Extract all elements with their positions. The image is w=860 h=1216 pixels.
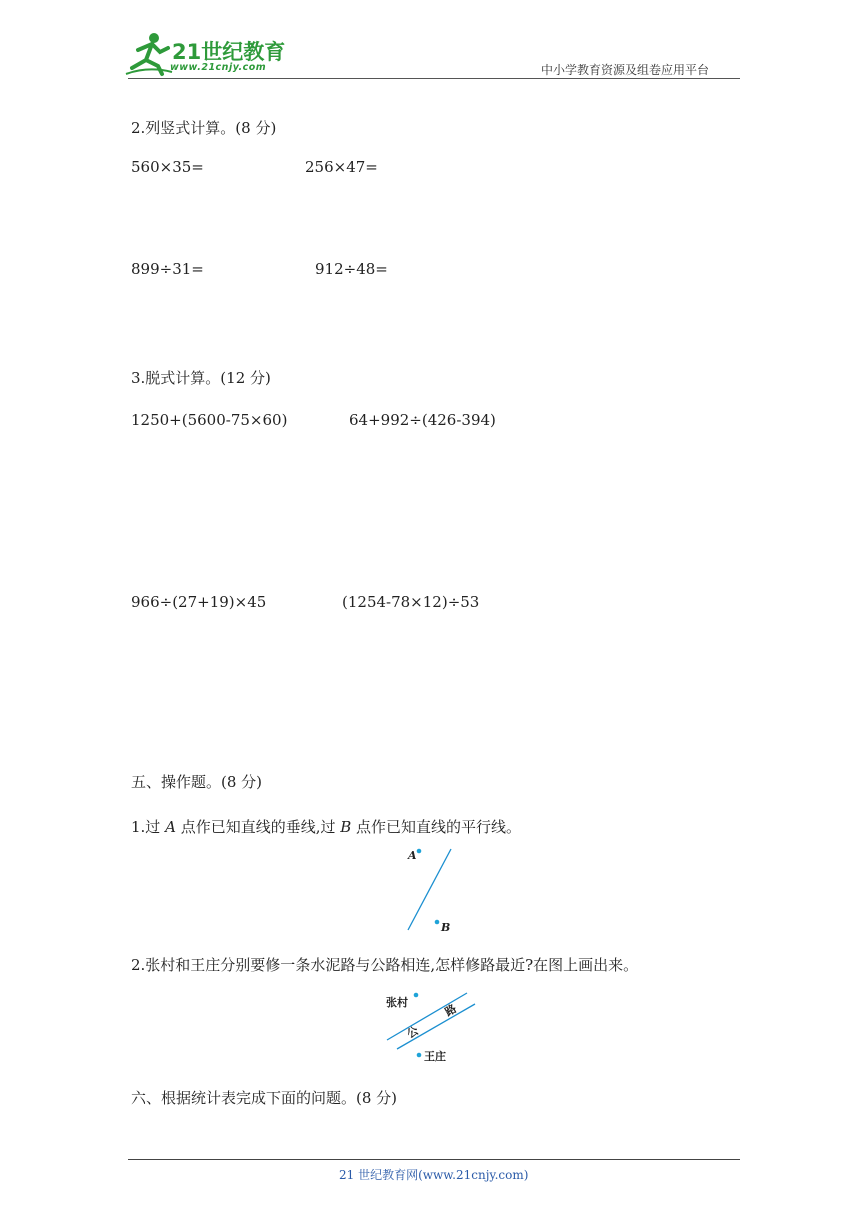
logo-title: 21世纪教育 xyxy=(172,40,286,64)
fig-label-b: B xyxy=(441,921,451,934)
q3-problem-4: (1254-78×12)÷53 xyxy=(342,593,480,611)
section5-q1-text xyxy=(131,816,521,837)
q3-problem-2: 64+992÷(426-394) xyxy=(349,411,496,429)
section5-title: 五、操作题。(8 分) xyxy=(131,773,263,791)
logo-url: www.21cnjy.com xyxy=(170,62,267,73)
q2-problem-2: 256×47= xyxy=(305,158,378,176)
q2-problem-1: 560×35= xyxy=(131,158,204,176)
point-a-dot xyxy=(417,849,422,854)
runner-icon xyxy=(124,30,172,76)
q2-problem-3: 899÷31= xyxy=(131,260,204,278)
fig-label-wang-village: 王庄 xyxy=(424,1050,446,1063)
section6-title: 六、根据统计表完成下面的问题。(8 分) xyxy=(131,1089,398,1107)
wang-village-dot xyxy=(417,1053,422,1058)
q2-title: 2.列竖式计算。(8 分) xyxy=(131,119,277,137)
fig-label-road-gong: 公 xyxy=(404,1024,421,1041)
q1-text-mid: 点作已知直线的垂线,过 xyxy=(175,818,341,836)
q3-problem-1: 1250+(5600-75×60) xyxy=(131,411,288,429)
site-logo xyxy=(124,30,294,78)
q1-text-suffix: 点作已知直线的平行线。 xyxy=(351,818,522,836)
q1-point-a-ref: A xyxy=(165,818,176,836)
fig-label-a: A xyxy=(408,849,417,862)
fig-label-zhang-village: 张村 xyxy=(386,996,408,1009)
q3-title: 3.脱式计算。(12 分) xyxy=(131,369,271,387)
q1-text-prefix: 1.过 xyxy=(131,818,166,836)
section5-q2-text: 2.张村和王庄分别要修一条水泥路与公路相连,怎样修路最近?在图上画出来。 xyxy=(131,956,639,974)
point-b-dot xyxy=(435,920,440,925)
fig-label-road-lu: 路 xyxy=(442,1002,459,1019)
zhang-village-dot xyxy=(414,993,419,998)
platform-name: 中小学教育资源及组卷应用平台 xyxy=(541,63,710,77)
footer-divider xyxy=(128,1159,740,1160)
q2-problem-4: 912÷48= xyxy=(315,260,388,278)
footer-text: 21 世纪教育网(www.21cnjy.com) xyxy=(339,1168,529,1182)
q3-problem-3: 966÷(27+19)×45 xyxy=(131,593,267,611)
q1-point-b-ref: B xyxy=(340,818,352,836)
header-divider xyxy=(128,78,740,79)
